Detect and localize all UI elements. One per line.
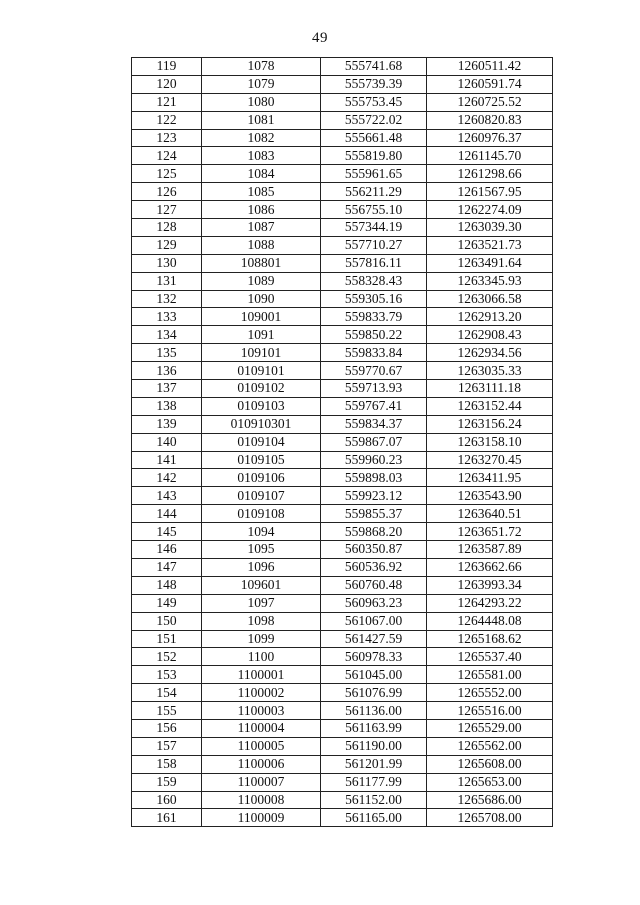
x-coordinate-cell: 561136.00 [321,702,427,720]
y-coordinate-cell: 1263411.95 [427,469,553,487]
x-coordinate-cell: 559923.12 [321,487,427,505]
row-index-cell: 120 [132,75,202,93]
point-id-cell: 1079 [202,75,321,93]
point-id-cell: 1097 [202,594,321,612]
point-id-cell: 1100005 [202,737,321,755]
row-index-cell: 147 [132,558,202,576]
x-coordinate-cell: 556755.10 [321,201,427,219]
x-coordinate-cell: 555753.45 [321,93,427,111]
point-id-cell: 1087 [202,219,321,237]
table-row [132,58,553,76]
row-index-cell: 155 [132,702,202,720]
table-row [132,451,553,469]
table-row [132,129,553,147]
x-coordinate-cell: 557816.11 [321,254,427,272]
point-id-cell: 1086 [202,201,321,219]
row-index-cell: 127 [132,201,202,219]
row-index-cell: 134 [132,326,202,344]
x-coordinate-cell: 561190.00 [321,737,427,755]
point-id-cell: 1082 [202,129,321,147]
point-id-cell: 1094 [202,523,321,541]
point-id-cell: 1080 [202,93,321,111]
x-coordinate-cell: 561427.59 [321,630,427,648]
y-coordinate-cell: 1263521.73 [427,236,553,254]
row-index-cell: 151 [132,630,202,648]
point-id-cell: 1081 [202,111,321,129]
y-coordinate-cell: 1262274.09 [427,201,553,219]
table-row [132,541,553,559]
table-row [132,165,553,183]
table-row [132,344,553,362]
point-id-cell: 1098 [202,612,321,630]
table-row [132,630,553,648]
y-coordinate-cell: 1263651.72 [427,523,553,541]
point-id-cell: 0109105 [202,451,321,469]
table-row [132,523,553,541]
y-coordinate-cell: 1263993.34 [427,576,553,594]
x-coordinate-cell: 559833.84 [321,344,427,362]
x-coordinate-cell: 555722.02 [321,111,427,129]
x-coordinate-cell: 559770.67 [321,362,427,380]
x-coordinate-cell: 559767.41 [321,397,427,415]
row-index-cell: 157 [132,737,202,755]
table-row [132,684,553,702]
x-coordinate-cell: 555661.48 [321,129,427,147]
x-coordinate-cell: 559898.03 [321,469,427,487]
x-coordinate-cell: 559713.93 [321,380,427,398]
table-row [132,505,553,523]
y-coordinate-cell: 1260591.74 [427,75,553,93]
point-id-cell: 1100009 [202,809,321,827]
row-index-cell: 156 [132,719,202,737]
row-index-cell: 158 [132,755,202,773]
row-index-cell: 139 [132,415,202,433]
table-row [132,433,553,451]
y-coordinate-cell: 1263152.44 [427,397,553,415]
row-index-cell: 160 [132,791,202,809]
row-index-cell: 133 [132,308,202,326]
x-coordinate-cell: 559833.79 [321,308,427,326]
point-id-cell: 109001 [202,308,321,326]
x-coordinate-cell: 561165.00 [321,809,427,827]
y-coordinate-cell: 1262934.56 [427,344,553,362]
point-id-cell: 1100003 [202,702,321,720]
point-id-cell: 1089 [202,272,321,290]
x-coordinate-cell: 561177.99 [321,773,427,791]
point-id-cell: 1088 [202,236,321,254]
point-id-cell: 1099 [202,630,321,648]
table-row [132,326,553,344]
y-coordinate-cell: 1264293.22 [427,594,553,612]
table-row [132,737,553,755]
point-id-cell: 0109106 [202,469,321,487]
row-index-cell: 146 [132,541,202,559]
x-coordinate-cell: 559868.20 [321,523,427,541]
y-coordinate-cell: 1265562.00 [427,737,553,755]
x-coordinate-cell: 555741.68 [321,58,427,76]
table-row [132,380,553,398]
row-index-cell: 123 [132,129,202,147]
table-row [132,791,553,809]
row-index-cell: 148 [132,576,202,594]
y-coordinate-cell: 1263039.30 [427,219,553,237]
table-row [132,415,553,433]
point-id-cell: 1083 [202,147,321,165]
x-coordinate-cell: 559960.23 [321,451,427,469]
point-id-cell: 1078 [202,58,321,76]
table-row [132,558,553,576]
x-coordinate-cell: 560350.87 [321,541,427,559]
point-id-cell: 1091 [202,326,321,344]
table-row [132,702,553,720]
y-coordinate-cell: 1263491.64 [427,254,553,272]
row-index-cell: 135 [132,344,202,362]
x-coordinate-cell: 561076.99 [321,684,427,702]
point-id-cell: 010910301 [202,415,321,433]
x-coordinate-cell: 560760.48 [321,576,427,594]
row-index-cell: 126 [132,183,202,201]
y-coordinate-cell: 1265537.40 [427,648,553,666]
y-coordinate-cell: 1263066.58 [427,290,553,308]
point-id-cell: 0109104 [202,433,321,451]
row-index-cell: 122 [132,111,202,129]
point-id-cell: 0109103 [202,397,321,415]
point-id-cell: 1085 [202,183,321,201]
point-id-cell: 109101 [202,344,321,362]
y-coordinate-cell: 1265529.00 [427,719,553,737]
y-coordinate-cell: 1263270.45 [427,451,553,469]
y-coordinate-cell: 1263587.89 [427,541,553,559]
x-coordinate-cell: 555739.39 [321,75,427,93]
y-coordinate-cell: 1263543.90 [427,487,553,505]
y-coordinate-cell: 1265653.00 [427,773,553,791]
point-id-cell: 1090 [202,290,321,308]
x-coordinate-cell: 558328.43 [321,272,427,290]
row-index-cell: 129 [132,236,202,254]
y-coordinate-cell: 1261567.95 [427,183,553,201]
row-index-cell: 143 [132,487,202,505]
y-coordinate-cell: 1260820.83 [427,111,553,129]
row-index-cell: 137 [132,380,202,398]
row-index-cell: 159 [132,773,202,791]
y-coordinate-cell: 1264448.08 [427,612,553,630]
point-id-cell: 1100006 [202,755,321,773]
row-index-cell: 149 [132,594,202,612]
table-row [132,487,553,505]
table-row [132,93,553,111]
row-index-cell: 145 [132,523,202,541]
table-row [132,576,553,594]
point-id-cell: 0109108 [202,505,321,523]
row-index-cell: 121 [132,93,202,111]
point-id-cell: 1100 [202,648,321,666]
row-index-cell: 153 [132,666,202,684]
table-row [132,755,553,773]
x-coordinate-cell: 555961.65 [321,165,427,183]
table-row [132,111,553,129]
table-row [132,719,553,737]
table-row [132,201,553,219]
table-row [132,469,553,487]
y-coordinate-cell: 1263158.10 [427,433,553,451]
point-id-cell: 1100008 [202,791,321,809]
point-id-cell: 1084 [202,165,321,183]
y-coordinate-cell: 1261145.70 [427,147,553,165]
x-coordinate-cell: 556211.29 [321,183,427,201]
table-row [132,219,553,237]
y-coordinate-cell: 1263156.24 [427,415,553,433]
row-index-cell: 161 [132,809,202,827]
row-index-cell: 150 [132,612,202,630]
x-coordinate-cell: 555819.80 [321,147,427,165]
y-coordinate-cell: 1263662.66 [427,558,553,576]
y-coordinate-cell: 1260511.42 [427,58,553,76]
table-row [132,397,553,415]
row-index-cell: 125 [132,165,202,183]
table-row [132,308,553,326]
point-id-cell: 1100001 [202,666,321,684]
point-id-cell: 1100007 [202,773,321,791]
row-index-cell: 141 [132,451,202,469]
table-row [132,147,553,165]
row-index-cell: 152 [132,648,202,666]
y-coordinate-cell: 1260976.37 [427,129,553,147]
point-id-cell: 1100002 [202,684,321,702]
point-id-cell: 0109101 [202,362,321,380]
row-index-cell: 144 [132,505,202,523]
row-index-cell: 128 [132,219,202,237]
row-index-cell: 124 [132,147,202,165]
row-index-cell: 140 [132,433,202,451]
y-coordinate-cell: 1265686.00 [427,791,553,809]
point-id-cell: 1095 [202,541,321,559]
x-coordinate-cell: 560978.33 [321,648,427,666]
point-id-cell: 0109102 [202,380,321,398]
x-coordinate-cell: 557710.27 [321,236,427,254]
table-row [132,612,553,630]
y-coordinate-cell: 1263640.51 [427,505,553,523]
y-coordinate-cell: 1265608.00 [427,755,553,773]
y-coordinate-cell: 1265708.00 [427,809,553,827]
y-coordinate-cell: 1263035.33 [427,362,553,380]
table-row [132,75,553,93]
x-coordinate-cell: 560963.23 [321,594,427,612]
coordinates-table [131,57,553,827]
x-coordinate-cell: 561163.99 [321,719,427,737]
table-row [132,236,553,254]
row-index-cell: 136 [132,362,202,380]
x-coordinate-cell: 559867.07 [321,433,427,451]
table-row [132,773,553,791]
y-coordinate-cell: 1265581.00 [427,666,553,684]
y-coordinate-cell: 1265516.00 [427,702,553,720]
table-row [132,594,553,612]
row-index-cell: 142 [132,469,202,487]
y-coordinate-cell: 1263111.18 [427,380,553,398]
table-row [132,272,553,290]
x-coordinate-cell: 560536.92 [321,558,427,576]
point-id-cell: 0109107 [202,487,321,505]
table-row [132,648,553,666]
point-id-cell: 1096 [202,558,321,576]
y-coordinate-cell: 1260725.52 [427,93,553,111]
table-row [132,362,553,380]
row-index-cell: 131 [132,272,202,290]
row-index-cell: 154 [132,684,202,702]
point-id-cell: 109601 [202,576,321,594]
x-coordinate-cell: 559850.22 [321,326,427,344]
row-index-cell: 138 [132,397,202,415]
row-index-cell: 119 [132,58,202,76]
point-id-cell: 1100004 [202,719,321,737]
x-coordinate-cell: 561045.00 [321,666,427,684]
y-coordinate-cell: 1262908.43 [427,326,553,344]
y-coordinate-cell: 1265552.00 [427,684,553,702]
x-coordinate-cell: 561152.00 [321,791,427,809]
page-number: 49 [312,30,328,46]
x-coordinate-cell: 561201.99 [321,755,427,773]
point-id-cell: 108801 [202,254,321,272]
table-row [132,666,553,684]
table-row [132,254,553,272]
table-row [132,183,553,201]
table-row [132,809,553,827]
x-coordinate-cell: 561067.00 [321,612,427,630]
y-coordinate-cell: 1262913.20 [427,308,553,326]
table-row [132,290,553,308]
y-coordinate-cell: 1263345.93 [427,272,553,290]
y-coordinate-cell: 1261298.66 [427,165,553,183]
x-coordinate-cell: 557344.19 [321,219,427,237]
x-coordinate-cell: 559305.16 [321,290,427,308]
y-coordinate-cell: 1265168.62 [427,630,553,648]
row-index-cell: 130 [132,254,202,272]
row-index-cell: 132 [132,290,202,308]
x-coordinate-cell: 559855.37 [321,505,427,523]
x-coordinate-cell: 559834.37 [321,415,427,433]
